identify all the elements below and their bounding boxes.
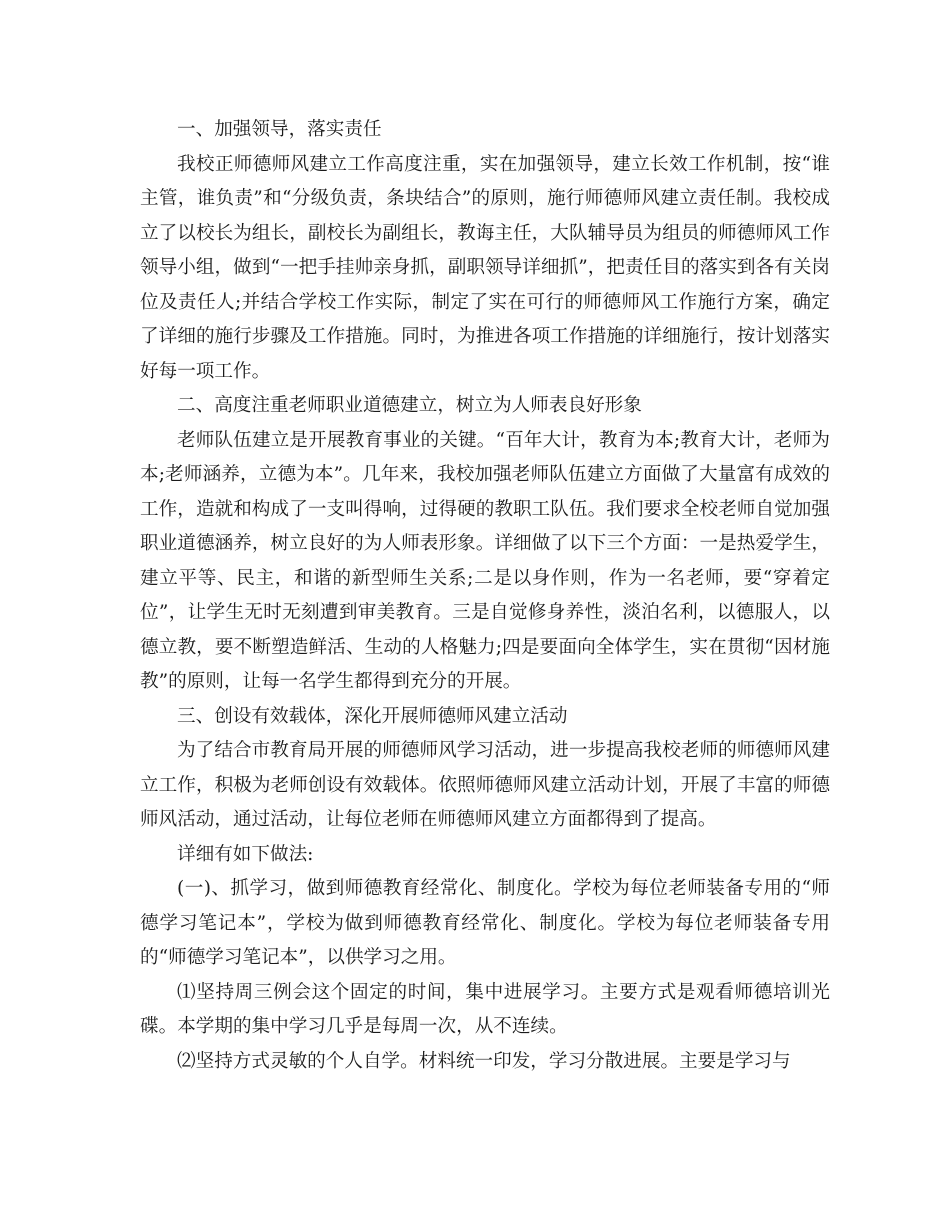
list-item-2: ⑵坚持方式灵敏的个人自学。材料统一印发，学习分散进展。主要是学习与 [177,1050,791,1072]
list-item-1: ⑴坚持周三例会这个固定的时间，集中进展学习。主要方式是观看师德培训光碟。本学期的集中学习几乎是每周一次，从不连续。 [140,981,830,1037]
section-heading-2: 二、高度注重老师职业道德建立，树立为人师表良好形象 [177,395,642,416]
paragraph-2: 老师队伍建立是开展教育事业的关键。“百年大计，教育为本;教育大计，老师为本;老师涵养，立德为本”。几年来，我校加强老师队伍建立方面做了大量富有成效的工作，造就和构成了一支叫得响，过得硬的教职工队伍。我们要求全校老师自觉加强职业道德涵养，树立良好的为人师表形象。详细做了以下三个方面：一是热爱学生，建立平等、民主，和谐的新型师生关系;二是以身作则，作为一名老师，要“穿着定位”，让学生无时无刻遭到审美教育。三是自觉修身养性，淡泊名利，以德服人，以德立教，要不断塑造鲜活、生动的人格魅力;四是要面向全体学生，实在贯彻“因材施教”的原则，让每一名学生都得到充分的开展。 [140,429,830,692]
paragraph-5: (一)、抓学习，做到师德教育经常化、制度化。学校为每位老师装备专用的“师德学习笔记本”，学校为做到师德教育经常化、制度化。学校为每位老师装备专用的“师德学习笔记本”，以供学习之用。 [140,878,830,968]
document-body [140,113,830,1079]
paragraph-1: 我校正师德师风建立工作高度注重，实在加强领导，建立长效工作机制，按“谁主管，谁负责”和“分级负责，条块结合”的原则，施行师德师风建立责任制。我校成立了以校长为组长，副校长为副组长，教诲主任，大队辅导员为组员的师德师风工作领导小组，做到“一把手挂帅亲身抓，副职领导详细抓”，把责任目的落实到各有关岗位及责任人;并结合学校工作实际，制定了实在可行的师德师风工作施行方案，确定了详细的施行步骤及工作措施。同时，为推进各项工作措施的详细施行，按计划落实好每一项工作。 [140,153,830,382]
paragraph-3: 为了结合市教育局开展的师德师风学习活动，进一步提高我校老师的师德师风建立工作，积极为老师创设有效载体。依照师德师风建立活动计划，开展了丰富的师德师风活动，通过活动，让每位老师在师德师风建立方面都得到了提高。 [140,740,830,830]
section-heading-1: 一、加强领导，落实责任 [177,119,382,140]
paragraph-4: 详细有如下做法: [177,843,314,865]
section-heading-3: 三、创设有效载体，深化开展师德师风建立活动 [177,705,568,727]
